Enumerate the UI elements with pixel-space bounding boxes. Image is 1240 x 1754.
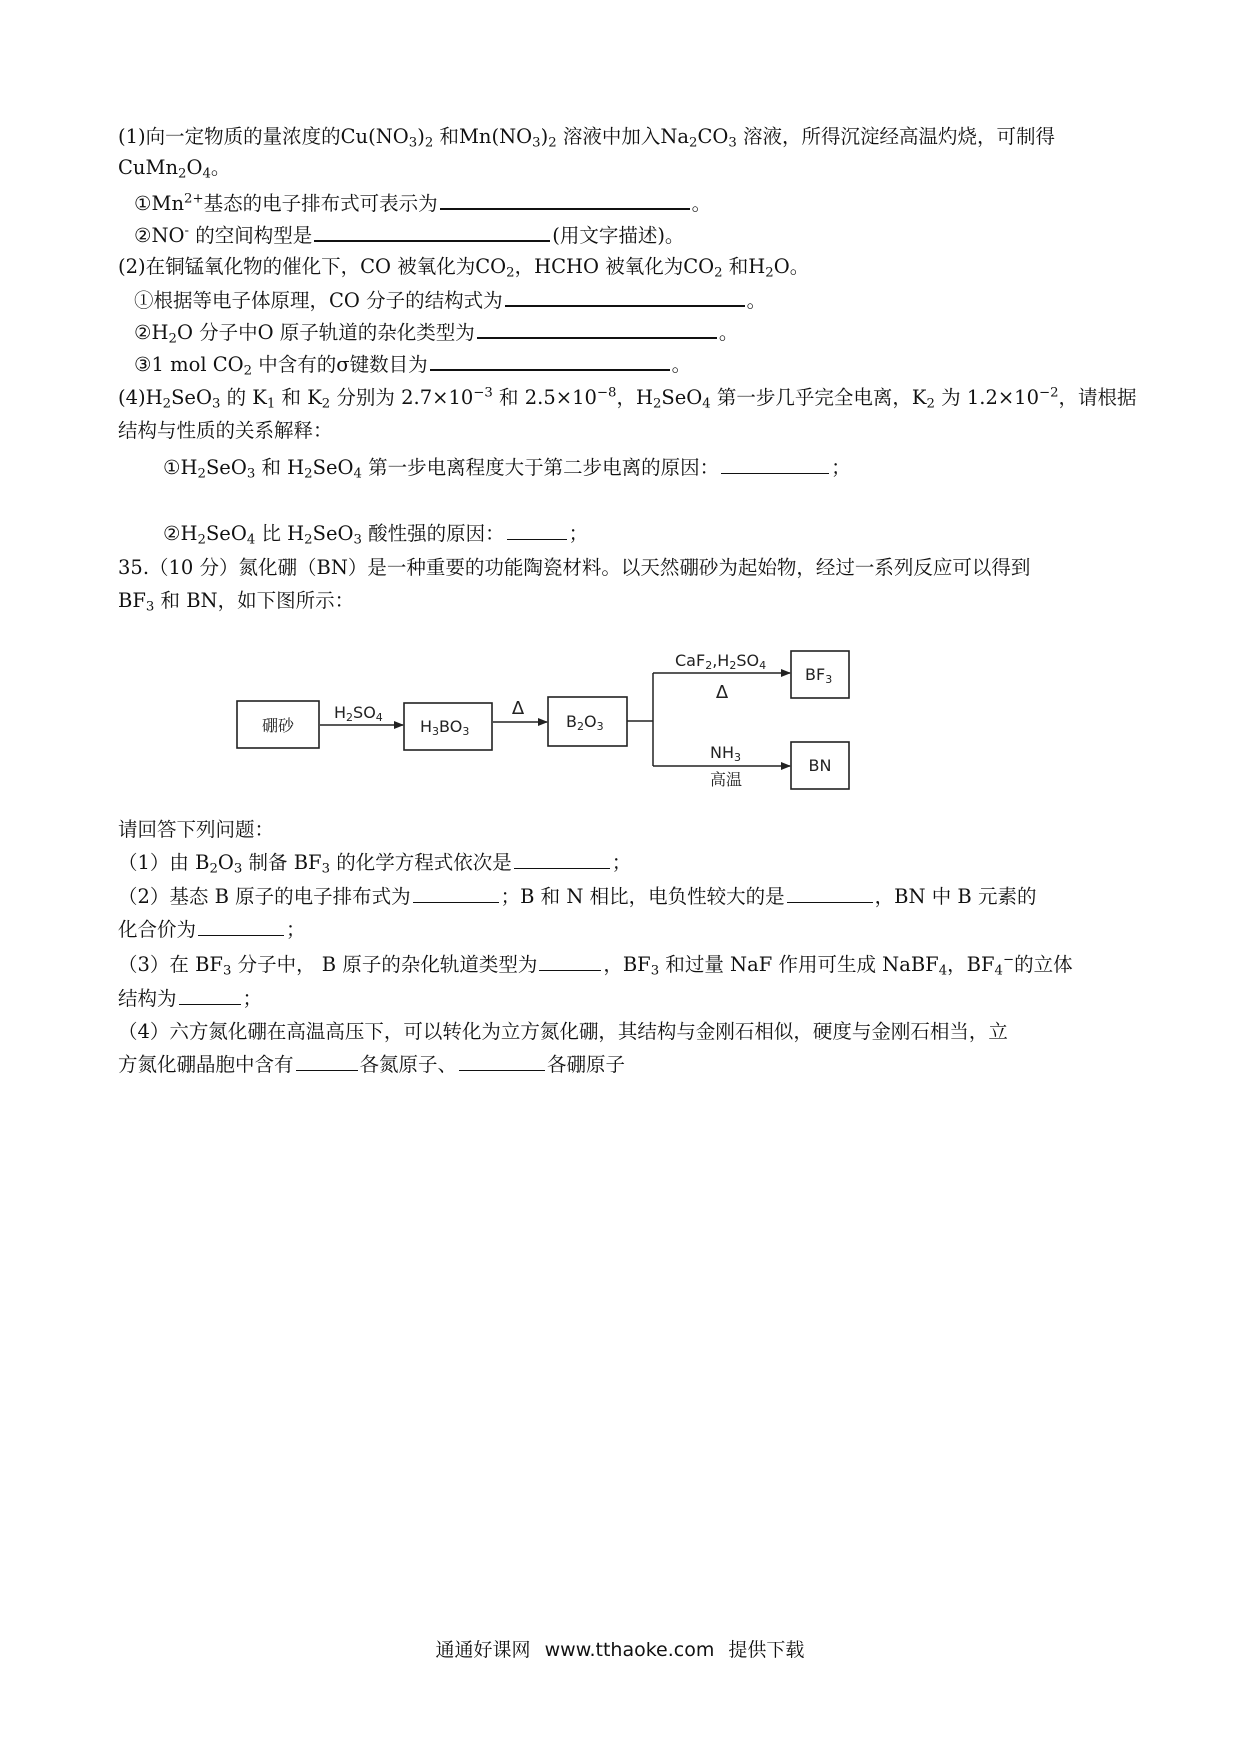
upper-condition: CaF2,H2SO4 bbox=[675, 651, 767, 672]
q35-line1: 35.（10 分）氮化硼（BN）是一种重要的功能陶瓷材料。以天然硼砂为起始物，经过一系列反应可以得到 bbox=[118, 556, 1031, 579]
q4-line1: $(4)H_2SeO_3$ 的 $K_1$ 和 $K_2$ 分别为 $2.7\times 10^{-3}$ 和 $2.5\times 10^{-8}$，$H_2SeO_4$ 第一步几乎完全电离，$K_2$ 为 $1.2\times 10^{-2}$，请根据 bbox=[118, 385, 1137, 412]
answer-blank[interactable] bbox=[296, 1052, 358, 1071]
q4-sub1: $①H_2SeO_3$ 和 $H_2SeO_4$ 第一步电离程度大于第二步电离的原因： ； bbox=[163, 456, 851, 482]
q2-sub2: $②H_2O$ 分子中O 原子轨道的杂化类型为 。 bbox=[134, 321, 739, 347]
borax-label: 硼砂 bbox=[261, 716, 295, 735]
bn-label: BN bbox=[808, 756, 832, 775]
answer-blank[interactable] bbox=[179, 986, 241, 1005]
q1-sub2: ②NO- 的空间构型是 (用文字描述)。 bbox=[134, 223, 685, 247]
q35-part2: （2）基态 B 原子的电子排布式为 ；B 和 N 相比，电负性较大的是 ，BN 中 B 元素的 bbox=[118, 885, 1037, 908]
boron-oxide-label: B2O3 bbox=[566, 712, 604, 733]
answer-blank[interactable] bbox=[787, 884, 873, 903]
footer-site-name: 通通好课网 bbox=[435, 1639, 531, 1661]
q4-sub2: $②H_2SeO_4$ 比 $H_2SeO_3$ 酸性强的原因： ； bbox=[163, 522, 589, 548]
upper-heat-symbol: Δ bbox=[715, 682, 729, 703]
q1-sub1: $①Mn^{2+}$基态的电子排布式可表示为 。 bbox=[134, 191, 712, 215]
answer-blank[interactable] bbox=[198, 917, 284, 936]
q2-intro: (2)在铜锰氧化物的催化下，CO 被氧化为$CO_2$，HCHO 被氧化为$CO_2$ 和$H_2O$。 bbox=[118, 255, 810, 281]
answer-blank[interactable] bbox=[413, 884, 499, 903]
bf3-label: BF3 bbox=[805, 665, 833, 686]
q35-part4: （4）六方氮化硼在高温高压下，可以转化为立方氮化硼，其结构与金刚石相似，硬度与金刚石相当，立 bbox=[118, 1020, 1008, 1043]
answer-blank[interactable] bbox=[459, 1052, 545, 1071]
q35-part3: （3）在 $BF_3$ 分子中， B 原子的杂化轨道类型为 ，$BF_3$ 和过量 NaF 作用可生成 NaBF$_4$，$BF_4^-$的立体 bbox=[118, 952, 1073, 979]
page-footer bbox=[0, 1635, 1240, 1662]
q1-intro: (1)向一定物质的量浓度的$Cu(NO_3)_2$ 和$Mn(NO_3)_2$ 溶液中加入$Na_2CO_3$ 溶液，所得沉淀经高温灼烧，可制得 bbox=[118, 125, 1056, 151]
heat-symbol: Δ bbox=[511, 698, 525, 719]
answer-blank[interactable] bbox=[514, 850, 610, 869]
boric-acid-label: H3BO3 bbox=[420, 717, 470, 738]
arrow-1-condition: H2SO4 bbox=[334, 703, 383, 724]
answer-blank[interactable] bbox=[539, 952, 601, 971]
q35-line2: $BF_3$ 和 BN，如下图所示： bbox=[118, 589, 355, 615]
q1-intro-cont: $CuMn_2O_4$。 bbox=[118, 156, 231, 182]
lower-condition: NH3 bbox=[710, 743, 741, 764]
flow-diagram bbox=[0, 0, 1240, 820]
footer-url[interactable]: www.tthaoke.com bbox=[544, 1639, 715, 1661]
q35-part3-cont: 结构为 ； bbox=[118, 987, 263, 1010]
q35-prompt: 请回答下列问题： bbox=[118, 818, 275, 841]
q2-sub3: ③1 mol $CO_2$ 中含有的σ键数目为 。 bbox=[134, 353, 692, 379]
q4-line2: 结构与性质的关系解释： bbox=[118, 419, 333, 442]
footer-note: 提供下载 bbox=[728, 1639, 805, 1661]
q35-part4-cont: 方氮化硼晶胞中含有 各氮原子、 各硼原子 bbox=[118, 1053, 626, 1076]
lower-condition-temp: 高温 bbox=[709, 770, 743, 789]
q2-sub1: ①根据等电子体原理，CO 分子的结构式为 。 bbox=[134, 289, 767, 312]
q35-part2-cont: 化合价为 ； bbox=[118, 918, 306, 941]
q35-part1: （1）由 $B_2O_3$ 制备 $BF_3$ 的化学方程式依次是 ； bbox=[118, 851, 632, 877]
